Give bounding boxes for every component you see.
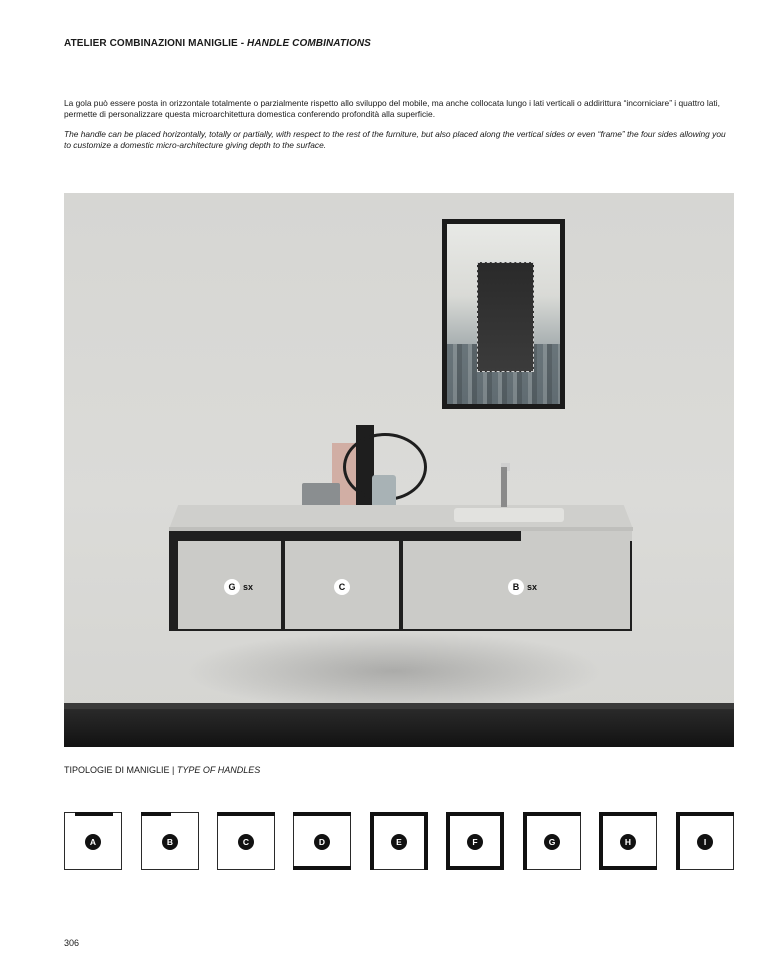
handle-type-e: [370, 812, 428, 870]
handle-type-g: [523, 812, 581, 870]
handle-bar-bottom: [446, 866, 504, 870]
types-label-italic: TYPE OF HANDLES: [176, 765, 261, 775]
mirror-inner-panel: [477, 262, 534, 372]
handle-bar: [217, 812, 275, 816]
handle-letter: C: [238, 834, 254, 850]
product-photo: [64, 193, 734, 747]
handle-letter: A: [85, 834, 101, 850]
handle-type-h: [599, 812, 657, 870]
handle-letter: E: [391, 834, 407, 850]
page-number: 306: [64, 938, 80, 948]
handle-bar-left: [523, 812, 527, 870]
handle-bar-left: [446, 812, 450, 870]
handle-bar-left: [676, 812, 680, 870]
handle-bar: [141, 812, 171, 816]
marker-letter: C: [334, 579, 350, 595]
handle-letter: D: [314, 834, 330, 850]
marker-g-sx: [224, 579, 253, 595]
handle-letter: F: [467, 834, 483, 850]
marker-letter: B: [508, 579, 524, 595]
floor: [64, 709, 734, 747]
mirror-reflection: [447, 224, 560, 404]
handle-type-c: [217, 812, 275, 870]
handle-bar-top: [599, 812, 657, 816]
description-italian: La gola può essere posta in orizzontale totalmente o parzialmente rispetto allo sviluppo del mobile, ma anche collocata lungo i lati verticali o addirittura “incorniciare” i quattro lati, permette di personalizzare questa microarchitettura domestica conferendo profondità alla superficie.: [64, 98, 720, 119]
handle-bar-top: [293, 812, 351, 816]
handle-types-label: [64, 765, 260, 775]
page-heading: [64, 38, 371, 49]
faucet: [501, 467, 507, 507]
handle-bar-left: [370, 812, 374, 870]
handle-bar-top: [523, 812, 581, 816]
handle-types-row: [64, 812, 734, 872]
marker-letter: G: [224, 579, 240, 595]
handle-bar-bottom: [293, 866, 351, 870]
handle-bar-right: [424, 812, 428, 870]
heading-italic: HANDLE COMBINATIONS: [247, 38, 371, 49]
handle-type-a: [64, 812, 122, 870]
types-label-main: TIPOLOGIE DI MANIGLIE |: [64, 765, 177, 775]
handle-bar-top: [370, 812, 428, 816]
marker-b-sx: [508, 579, 537, 595]
handle-bar-right: [500, 812, 504, 870]
handle-type-i: [676, 812, 734, 870]
cabinet-shadow: [184, 631, 604, 711]
handle-bar: [75, 812, 113, 816]
marker-suffix: sx: [527, 582, 538, 592]
handle-type-b: [141, 812, 199, 870]
heading-main: ATELIER COMBINAZIONI MANIGLIE -: [64, 38, 248, 49]
handle-letter: I: [697, 834, 713, 850]
handle-bar-top: [446, 812, 504, 816]
handle-type-d: [293, 812, 351, 870]
description-english: The handle can be placed horizontally, totally or partially, with respect to the rest of the furniture, but also placed along the vertical sides or even “frame” the four sides allowing you to customize a domestic micro-architecture giving depth to the surface.: [64, 129, 726, 150]
handle-letter: H: [620, 834, 636, 850]
handle-type-f: [446, 812, 504, 870]
drawer-top-cap: [521, 531, 632, 541]
handle-letter: B: [162, 834, 178, 850]
sink-basin: [454, 508, 564, 522]
marker-suffix: sx: [243, 582, 254, 592]
handle-bar-left: [599, 812, 603, 870]
marker-c: [334, 579, 353, 595]
handle-bar-top: [676, 812, 734, 816]
handle-bar-bottom: [599, 866, 657, 870]
handle-letter: G: [544, 834, 560, 850]
wall-mirror: [442, 219, 565, 409]
